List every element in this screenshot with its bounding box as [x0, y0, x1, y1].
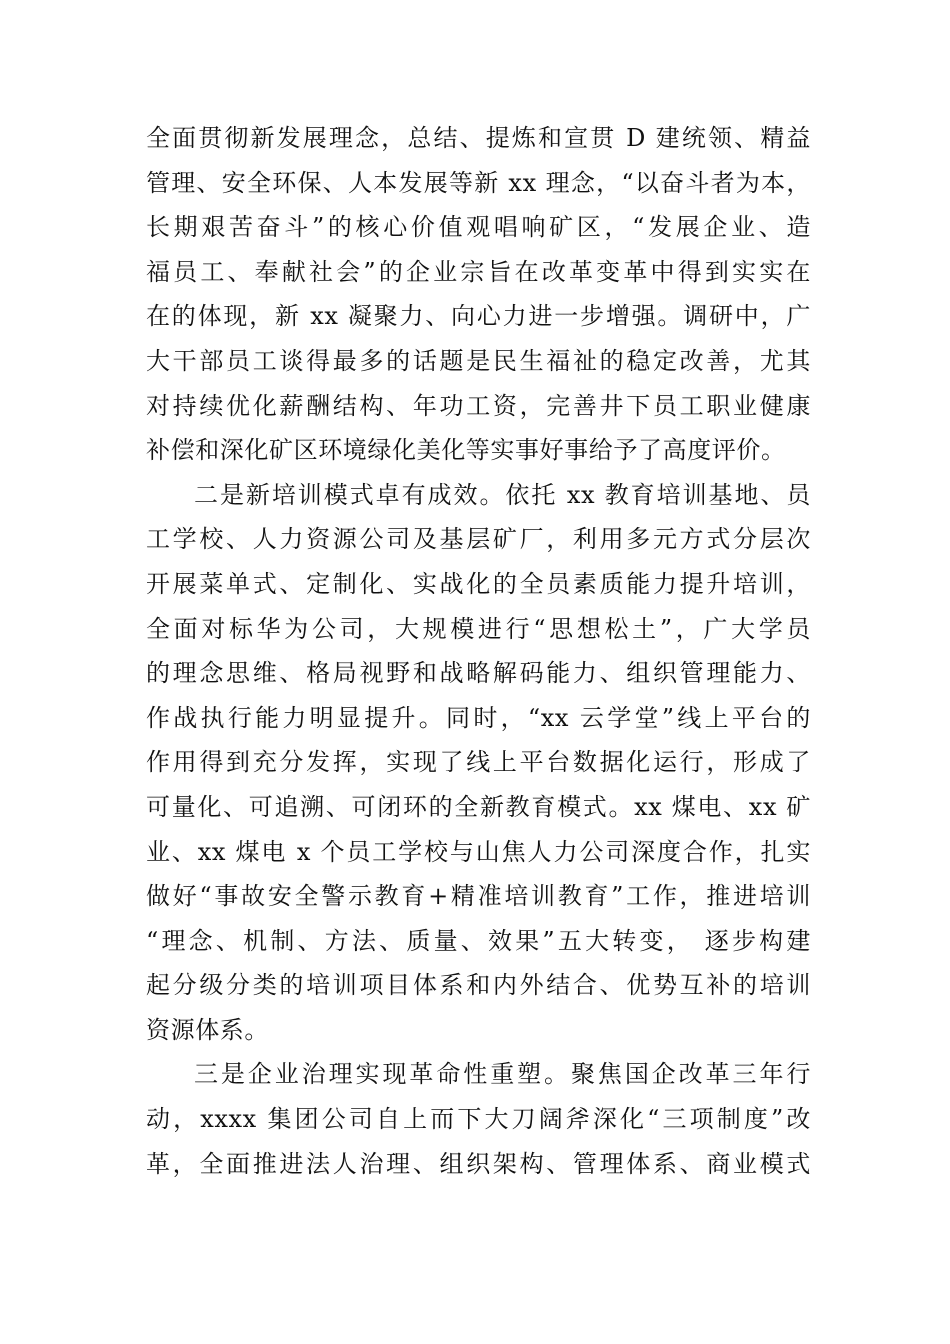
text-line: 工学校、人力资源公司及基层矿厂，利用多元方式分层次	[146, 525, 811, 554]
text-line: 资源体系。	[146, 1015, 269, 1044]
text-line: 起分级分类的培训项目体系和内外结合、优势互补的培训	[146, 971, 811, 1000]
text-line: 福员工、奉献社会”的企业宗旨在改革变革中得到实实在	[146, 257, 811, 286]
text-line: 开展菜单式、定制化、实战化的全员素质能力提升培训，	[146, 569, 811, 598]
text-line: 作用得到充分发挥，实现了线上平台数据化运行，形成了	[146, 748, 811, 777]
text-line: 作战执行能力明显提升。同时，“xx 云学堂”线上平台的	[146, 703, 811, 732]
text-line: 做好“事故安全警示教育+精准培训教育”工作，推进培训	[146, 882, 811, 911]
text-line: 对持续优化薪酬结构、年功工资，完善井下员工职业健康	[146, 391, 811, 420]
text-line: 长期艰苦奋斗”的核心价值观唱响矿区，“发展企业、造	[146, 213, 811, 242]
paragraph-start-line: 二是新培训模式卓有成效。依托 xx 教育培训基地、员	[194, 480, 811, 509]
text-line: 的理念思维、格局视野和战略解码能力、组织管理能力、	[146, 659, 811, 688]
text-line: 全面贯彻新发展理念，总结、提炼和宣贯 D 建统领、精益	[146, 124, 811, 152]
text-line: 动，xxxx 集团公司自上而下大刀阔斧深化“三项制度”改	[146, 1105, 811, 1134]
body-text	[146, 116, 811, 1186]
paragraph-start-line: 三是企业治理实现革命性重塑。聚焦国企改革三年行	[194, 1060, 811, 1089]
text-line: 可量化、可追溯、可闭环的全新教育模式。xx 煤电、xx 矿	[146, 792, 811, 821]
text-line: 业、xx 煤电 x 个员工学校与山焦人力公司深度合作，扎实	[146, 837, 811, 866]
text-line: 革，全面推进法人治理、组织架构、管理体系、商业模式	[146, 1149, 811, 1178]
text-line: 补偿和深化矿区环境绿化美化等实事好事给予了高度评价。	[146, 436, 786, 465]
text-line: 管理、安全环保、人本发展等新 xx 理念，“以奋斗者为本，	[146, 168, 811, 197]
text-line: “理念、机制、方法、质量、效果”五大转变， 逐步构建	[146, 926, 811, 955]
text-line: 在的体现，新 xx 凝聚力、向心力进一步增强。调研中，广	[146, 302, 811, 331]
text-line: 全面对标华为公司，大规模进行“思想松土”，广大学员	[146, 614, 811, 643]
text-line: 大干部员工谈得最多的话题是民生福祉的稳定改善，尤其	[146, 346, 811, 375]
